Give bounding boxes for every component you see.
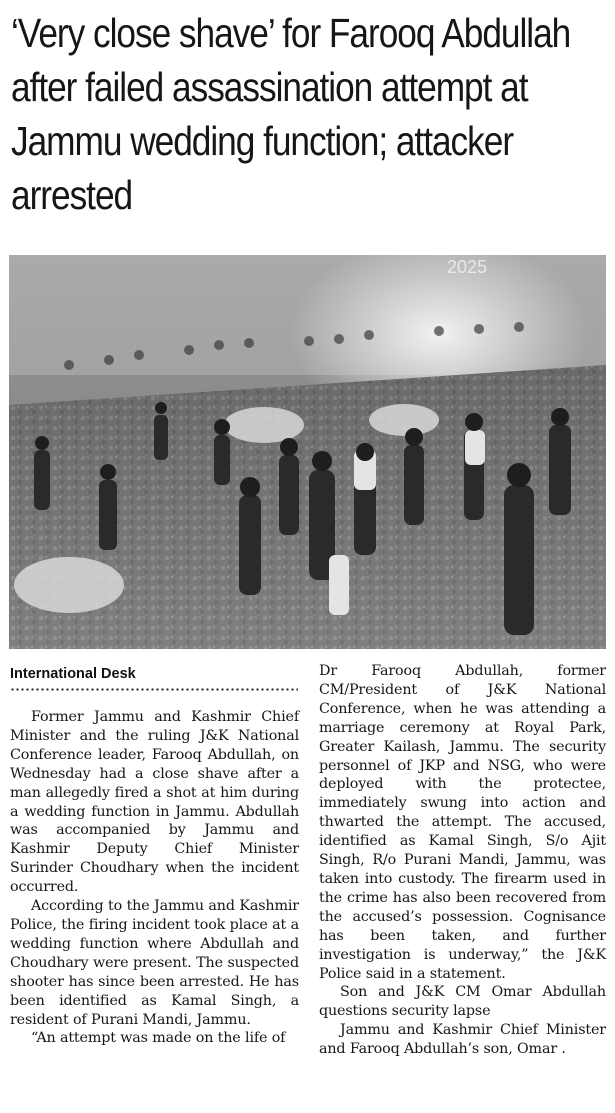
subheading: Son and J&K CM Omar Abdullah questions security lapse	[319, 984, 606, 1020]
paragraph: According to the Jammu and Kashmir Police, the firing incident took place at a wedding function where Abdullah and Choudhary were present. The suspected shooter has since been arrested. He has been identified as Kamal Singh, a resident of Purani Mandi, Jammu.	[10, 898, 299, 1028]
headline: ‘Very close shave’ for Farooq Abdullah after failed assassination attempt at Jammu wedding function; attacker arrested	[11, 10, 571, 218]
dotted-divider	[10, 688, 298, 691]
paragraph: Former Jammu and Kashmir Chief Minister and the ruling J&K National Conference leader, Farooq Abdullah, on Wednesday had a close shave after a man allegedly fired a shot at him during a wedding function in Jammu. Abdullah was accompanied by Jammu and Kashmir Deputy Chief Minister Surinder Choudhary when the incident occurred.	[10, 709, 299, 896]
article-column-right	[319, 662, 606, 1059]
wedding-hall-photo	[9, 255, 606, 649]
banner-text: 2025	[447, 257, 488, 277]
paragraph: “An attempt was made on the life of	[31, 1030, 286, 1047]
paragraph: Dr Farooq Abdullah, former CM/President of J&K National Conference, when he was attending a marriage ceremony at Royal Park, Greater Kailash, Jammu. The security personnel of JKP and NSG, who were deployed with the protectee, immediately swung into action and thwarted the attempt. The accused, identified as Kamal Singh, S/o Ajit Singh, R/o Purani Mandi, Jammu, was taken into custody. The firearm used in the crime has also been recovered from the accused’s possession. Cognisance has been taken, and further investigation is underway,” the J&K Police said in a statement.	[319, 663, 606, 982]
news-photo	[9, 255, 606, 649]
paragraph: Jammu and Kashmir Chief Minister and Farooq Abdullah’s son, Omar .	[319, 1022, 606, 1058]
article-column-left	[10, 708, 299, 1048]
byline: International Desk	[10, 666, 136, 682]
